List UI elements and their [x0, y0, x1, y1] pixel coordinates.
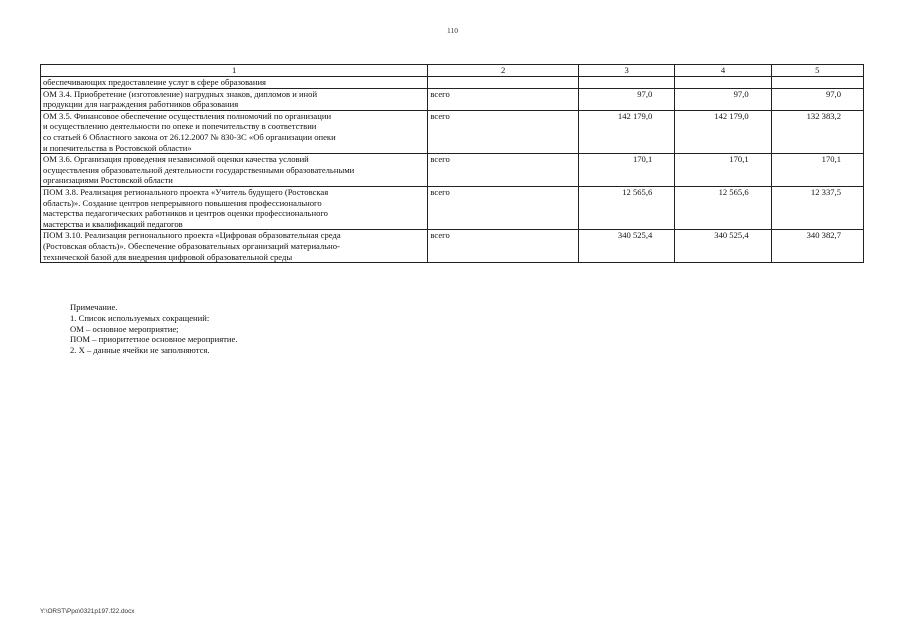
budget-table: [40, 64, 864, 263]
row-type: всего: [428, 230, 579, 263]
column-header-2: 2: [428, 65, 579, 77]
row-description: [41, 88, 428, 110]
column-header-4: 4: [675, 65, 771, 77]
row-value-3: 170,1: [578, 154, 674, 187]
description-line: обеспечивающих предоставление услуг в сфере образования: [43, 77, 267, 87]
note-line: 1. Список используемых сокращений:: [70, 312, 210, 323]
notes-section: [70, 302, 237, 356]
description-line: мастерства педагогических работников и центров оценки профессионального: [43, 208, 328, 219]
description-line: ПОМ 3.8. Реализация регионального проекта «Учитель будущего (Ростовская: [43, 186, 329, 197]
description-line: ОМ 3.4. Приобретение (изготовление) нагрудных знаков, дипломов и иной: [43, 88, 318, 99]
note-title: Примечание.: [70, 302, 118, 312]
row-value-5: [771, 77, 863, 89]
row-description: [41, 110, 428, 153]
table-row: [41, 230, 864, 263]
row-value-5: 97,0: [771, 88, 863, 110]
table-row: [41, 88, 864, 110]
row-value-3: [578, 77, 674, 89]
row-value-4: 170,1: [675, 154, 771, 187]
row-value-3: 97,0: [578, 88, 674, 110]
row-value-5: 12 337,5: [771, 186, 863, 229]
row-type: всего: [428, 88, 579, 110]
row-description: [41, 77, 428, 89]
description-line: осуществления образовательной деятельности государственными образовательными: [43, 164, 355, 175]
column-header-3: 3: [578, 65, 674, 77]
row-value-5: 132 383,2: [771, 110, 863, 153]
description-line: ПОМ 3.10. Реализация регионального проекта «Цифровая образовательная среда: [43, 230, 341, 241]
file-path-footer: Y:\ORST\Ppo\0321p197.f22.docx: [40, 608, 135, 615]
description-line: продукции для награждения работников образования: [43, 99, 239, 110]
row-value-3: 12 565,6: [578, 186, 674, 229]
description-line: организациями Ростовской области: [43, 175, 173, 186]
table-header-row: [41, 65, 864, 77]
description-line: технической базой для внедрения цифровой образовательной среды: [43, 251, 293, 262]
note-line: ПОМ – приоритетное основное мероприятие.: [70, 334, 238, 345]
description-line: со статьей 6 Областного закона от 26.12.2007 № 830-ЗС «Об организации опеки: [43, 131, 336, 142]
row-value-4: 12 565,6: [675, 186, 771, 229]
description-line: и осуществлению деятельности по опеке и попечительству в соответствии: [43, 121, 317, 132]
row-value-3: 142 179,0: [578, 110, 674, 153]
row-type: всего: [428, 110, 579, 153]
description-line: ОМ 3.5. Финансовое обеспечение осуществления полномочий по организации: [43, 110, 332, 121]
row-description: [41, 154, 428, 187]
row-description: [41, 186, 428, 229]
row-value-4: 340 525,4: [675, 230, 771, 263]
description-line: мастерства и квалификаций педагогов: [43, 218, 183, 229]
description-line: и попечительства в Ростовской области»: [43, 142, 192, 153]
row-type: всего: [428, 154, 579, 187]
row-description: [41, 230, 428, 263]
row-value-5: 170,1: [771, 154, 863, 187]
row-value-5: 340 382,7: [771, 230, 863, 263]
description-line: область)». Создание центров непрерывного повышения профессионального: [43, 197, 322, 208]
row-type: [428, 77, 579, 89]
row-type: всего: [428, 186, 579, 229]
row-value-4: [675, 77, 771, 89]
page-number: 110: [447, 26, 458, 35]
table-row: [41, 110, 864, 153]
row-value-3: 340 525,4: [578, 230, 674, 263]
description-line: ОМ 3.6. Организация проведения независимой оценки качества условий: [43, 154, 309, 165]
table-row: [41, 186, 864, 229]
note-line: 2. Х – данные ячейки не заполняются.: [70, 345, 210, 356]
description-line: (Ростовская область)». Обеспечение образовательных организаций материально-: [43, 240, 340, 251]
table-row: [41, 77, 864, 89]
note-line: ОМ – основное мероприятие;: [70, 323, 179, 334]
row-value-4: 142 179,0: [675, 110, 771, 153]
column-header-5: 5: [771, 65, 863, 77]
column-header-1: 1: [41, 65, 428, 77]
table-row: [41, 154, 864, 187]
row-value-4: 97,0: [675, 88, 771, 110]
